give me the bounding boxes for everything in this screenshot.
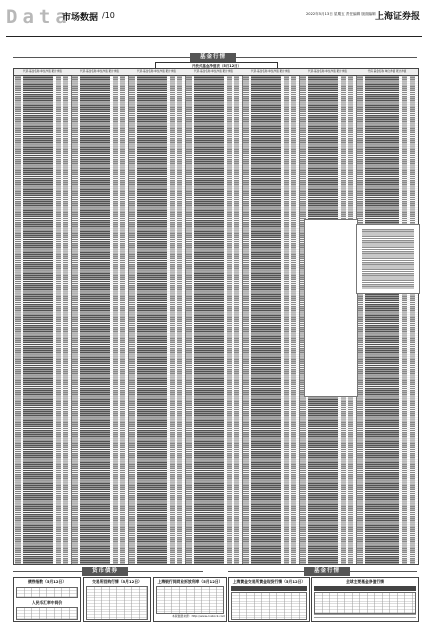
bond-index-box xyxy=(13,577,81,622)
shibor-box xyxy=(153,577,227,622)
column-rows xyxy=(242,75,299,564)
shibor-title: 上海银行间同业拆放利率（5月12日） xyxy=(157,579,223,584)
column-rows xyxy=(14,75,71,564)
global-fund-box xyxy=(311,577,419,622)
data-source-note: 本版数据来源：http://www.cnstock.com xyxy=(172,614,226,618)
column-rows xyxy=(356,75,418,564)
fund-table-title: 开放式基金净值表（5月12日） xyxy=(155,62,278,70)
column-header: 代码 基金名称 单位净值 累计净值 xyxy=(299,69,356,76)
repo-title: 交易所回购行情（5月12日） xyxy=(92,579,142,584)
fund-nav-table xyxy=(13,68,419,565)
bond-index-title: 债券指数（5月12日） xyxy=(27,579,67,584)
column-header: 代码 基金名称 单位净值 累计净值 xyxy=(14,69,71,76)
column-header: 代码 基金名称 单位净值 累计净值 xyxy=(71,69,128,76)
column-rows xyxy=(71,75,128,564)
table-column xyxy=(14,69,72,564)
table-column xyxy=(128,69,186,564)
column-header: 代码 基金名称 单位净值 累计净值 xyxy=(242,69,299,76)
repo-box xyxy=(83,577,151,622)
table-column xyxy=(356,69,418,564)
column-header: 代码 基金名称 单位净值 累计净值 xyxy=(185,69,242,76)
table-column xyxy=(185,69,243,564)
dateline: 2022年5月13日 星期五 责任编辑 版面编辑 xyxy=(306,12,376,16)
table-column xyxy=(71,69,129,564)
bond-banner: 货币债券 xyxy=(82,567,128,576)
fund-market-banner: 基金行情 xyxy=(190,53,236,62)
column-header: 代码 基金名称 单位净值 累计净值 xyxy=(356,69,418,76)
global-fund-title: 全球主要基金净值行情 xyxy=(346,579,384,584)
gold-box xyxy=(228,577,310,622)
newspaper-brand: 上海证券报 xyxy=(374,12,420,22)
column-gap xyxy=(304,219,358,397)
column-rows xyxy=(185,75,242,564)
section-title: 市场数据 xyxy=(62,13,99,23)
page-number: /10 xyxy=(102,11,115,20)
gold-title: 上海黄金交易所黄金现货行情（5月12日） xyxy=(232,579,306,584)
column-rows xyxy=(128,75,185,564)
column-header: 代码 基金名称 单位净值 累计净值 xyxy=(128,69,185,76)
forex-title: 人民币汇率中间价 xyxy=(31,600,63,605)
table-column xyxy=(242,69,300,564)
section-logo: Data xyxy=(6,6,72,28)
masthead xyxy=(6,6,422,38)
header-rule xyxy=(6,36,422,37)
fund-banner-bottom: 基金行情 xyxy=(304,567,350,576)
sub-table xyxy=(356,224,420,294)
